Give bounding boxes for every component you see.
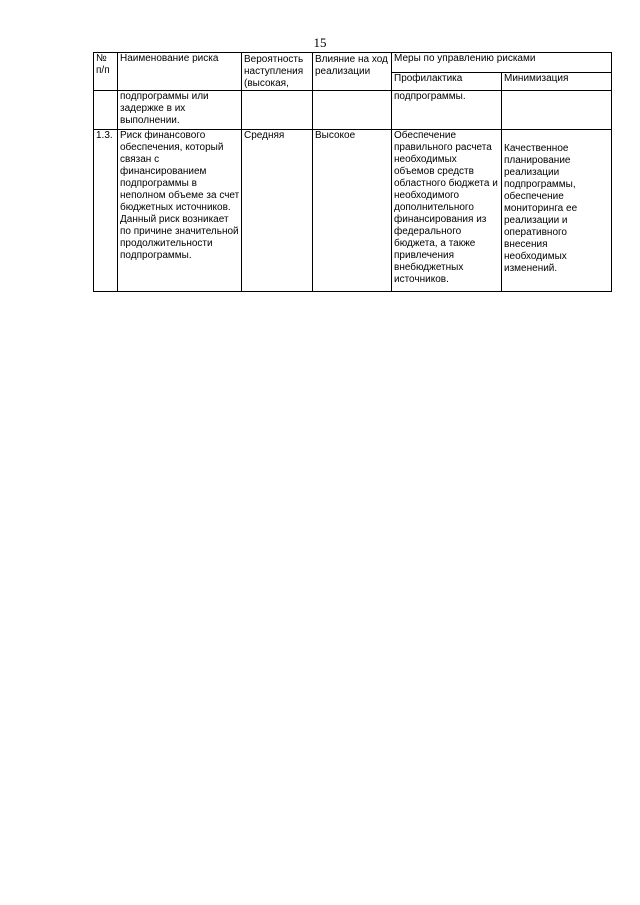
cell-minimization bbox=[502, 91, 612, 130]
table-row bbox=[94, 91, 612, 130]
cell-prevention: подпрограммы. bbox=[392, 91, 502, 130]
cell-minimization bbox=[502, 130, 612, 292]
cell-risk-name: подпрограммы или задержке в их выполнении. bbox=[118, 91, 242, 130]
header-impact: Влияние на ход реализации bbox=[313, 53, 392, 91]
header-minimization: Минимизация bbox=[502, 73, 612, 91]
risk-management-table bbox=[93, 52, 612, 292]
cell-impact bbox=[313, 91, 392, 130]
minimization-text: Качественное планирование реализации подпрограммы, обеспечение мониторинга ее реализации и оперативного внесения необходимых изменений. bbox=[504, 143, 578, 274]
header-num: № п/п bbox=[94, 53, 118, 91]
cell-impact: Высокое bbox=[313, 130, 392, 292]
page-number: 15 bbox=[313, 35, 327, 50]
table-row bbox=[94, 130, 612, 292]
cell-num: 1.3. bbox=[94, 130, 118, 292]
header-risk-measures: Меры по управлению рисками bbox=[392, 53, 612, 73]
header-probability: Вероятность наступления (высокая, bbox=[242, 53, 313, 91]
cell-prevention: Обеспечение правильного расчета необходимых объемов средств областного бюджета и необходимого дополнительного финансирования из федерального бюджета, а также привлечения внебюджетных источников. bbox=[392, 130, 502, 292]
cell-probability bbox=[242, 91, 313, 130]
cell-num bbox=[94, 91, 118, 130]
cell-risk-name: Риск финансового обеспечения, который связан с финансированием подпрограммы в неполном объеме за счет бюджетных источников. Данный риск возникает по причине значительной продолжительности подпрограммы. bbox=[118, 130, 242, 292]
header-risk-name: Наименование риска bbox=[118, 53, 242, 91]
cell-probability: Средняя bbox=[242, 130, 313, 292]
header-prevention: Профилактика bbox=[392, 73, 502, 91]
